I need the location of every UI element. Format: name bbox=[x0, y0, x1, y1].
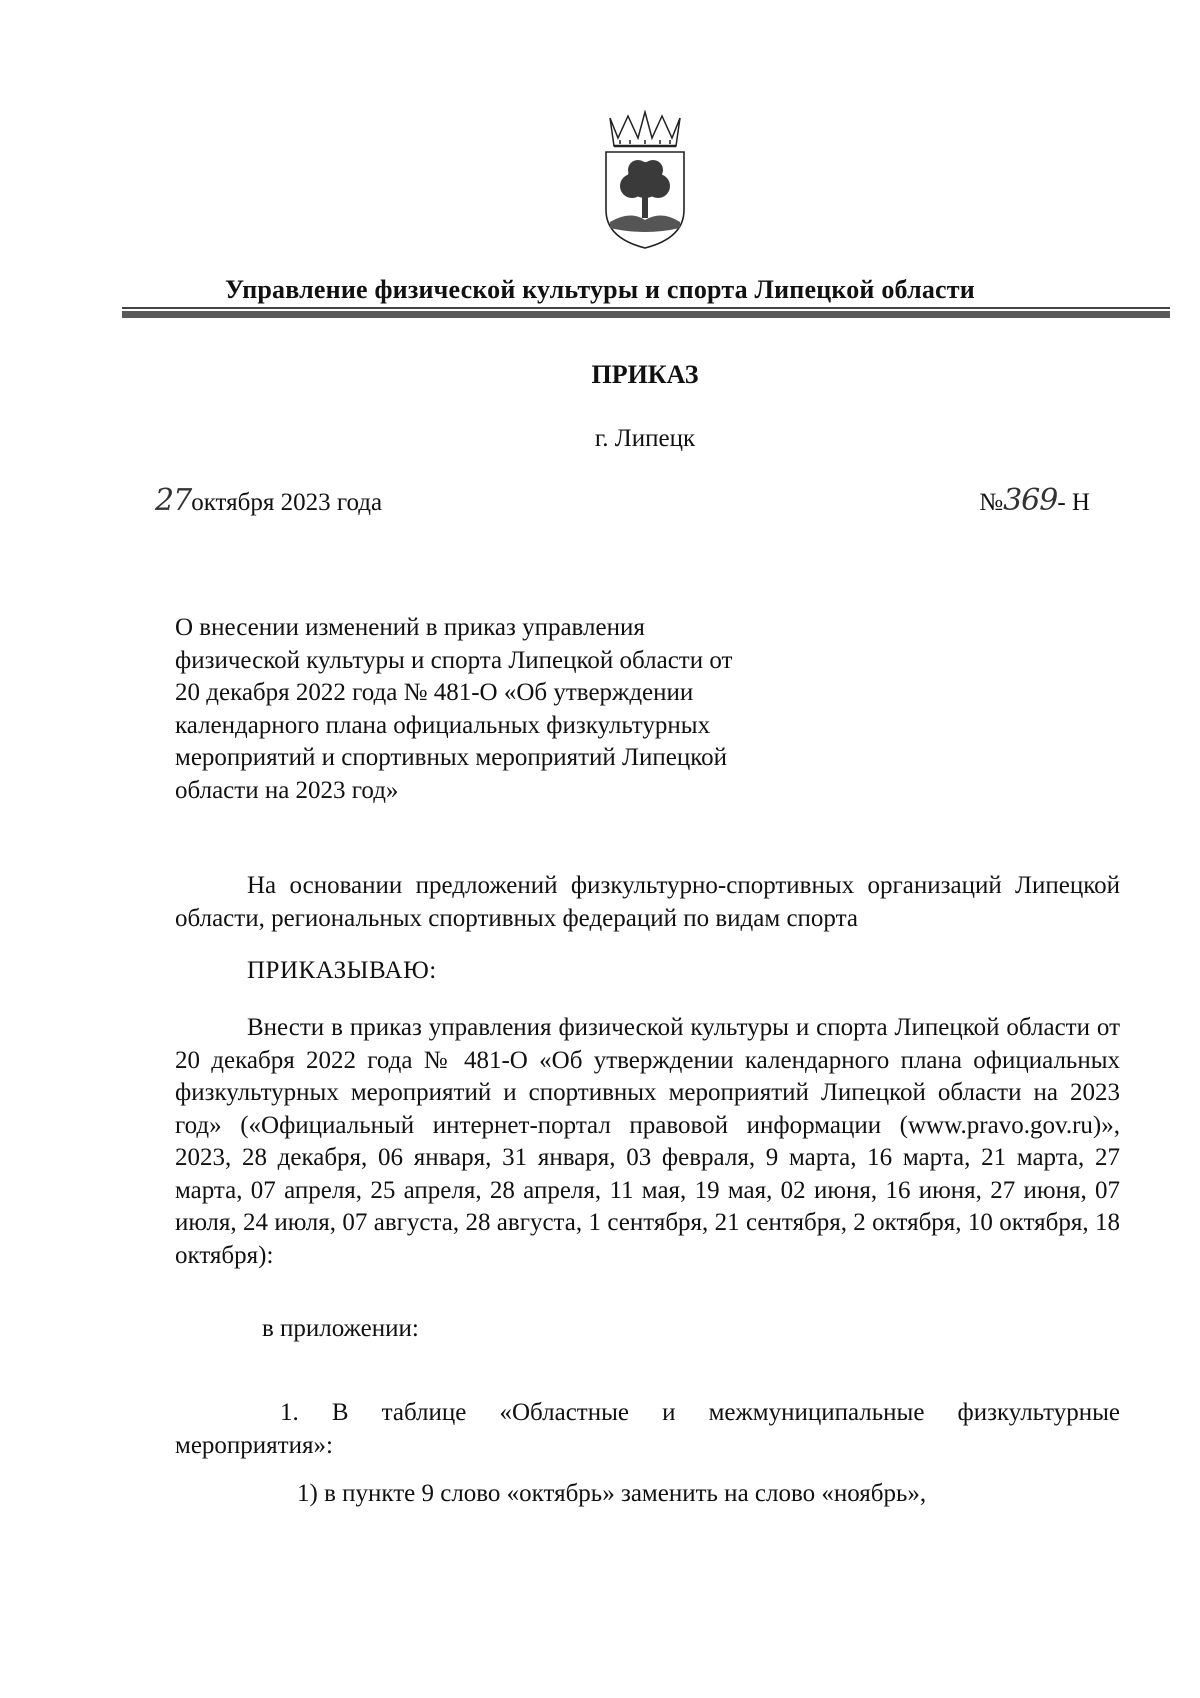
header-divider-thick bbox=[122, 311, 1170, 318]
order-subject: О внесении изменений в приказ управления физической культуры и спорта Липецкой области от 20 декабря 2022 года № 481-О «Об утверждении календарного плана официальных физкультурных мероприятий и спортивных мероприятий Липецкой области на 2023 год» bbox=[175, 614, 733, 804]
order-city: г. Липецк bbox=[594, 425, 696, 452]
amendment-paragraph: Внести в приказ управления физической культуры и спорта Липецкой области от 20 декабря 2022 года № 481-О «Об утверждении календарного плана официальных физкультурных мероприятий и спортивных мероприятий Липецкой области на 2023 год» («Официальный интернет-портал правовой информации (www.pravo.gov.ru)», 2023, 28 декабря, 06 января, 31 января, 03 февраля, 9 марта, 16 марта, 21 марта, 27 марта, 07 апреля, 25 апреля, 28 апреля, 11 мая, 19 мая, 02 июня, 16 июня, 27 июня, 07 июля, 24 июля, 07 августа, 28 августа, 1 сентября, 21 сентября, 2 октября, 10 октября, 18 октября): bbox=[175, 1014, 1120, 1269]
number-prefix: № bbox=[979, 489, 1004, 516]
item-1-subitem-1: 1) в пункте 9 слово «октябрь» заменить на слово «ноябрь», bbox=[297, 1480, 927, 1507]
organization-title: Управление физической культуры и спорта Липецкой области bbox=[225, 275, 975, 304]
number-suffix: - Н bbox=[1057, 489, 1090, 516]
order-date bbox=[155, 483, 382, 518]
basis-paragraph: На основании предложений физкультурно-спортивных организаций Липецкой области, региональных спортивных федераций по видам спорта bbox=[175, 872, 1120, 932]
orders-heading: ПРИКАЗЫВАЮ: bbox=[247, 957, 437, 984]
header-divider-thin bbox=[122, 307, 1170, 309]
handwritten-number: 369 bbox=[1003, 483, 1058, 518]
order-number bbox=[979, 483, 1090, 518]
item-1: 1. В таблице «Областные и межмуниципальные физкультурные мероприятия»: bbox=[175, 1399, 1120, 1459]
coat-of-arms-icon bbox=[600, 110, 690, 250]
date-text: октября 2023 года bbox=[191, 489, 383, 516]
order-title: ПРИКАЗ bbox=[591, 360, 699, 389]
appendix-label: в приложении: bbox=[262, 1315, 419, 1342]
handwritten-day: 27 bbox=[155, 483, 192, 518]
